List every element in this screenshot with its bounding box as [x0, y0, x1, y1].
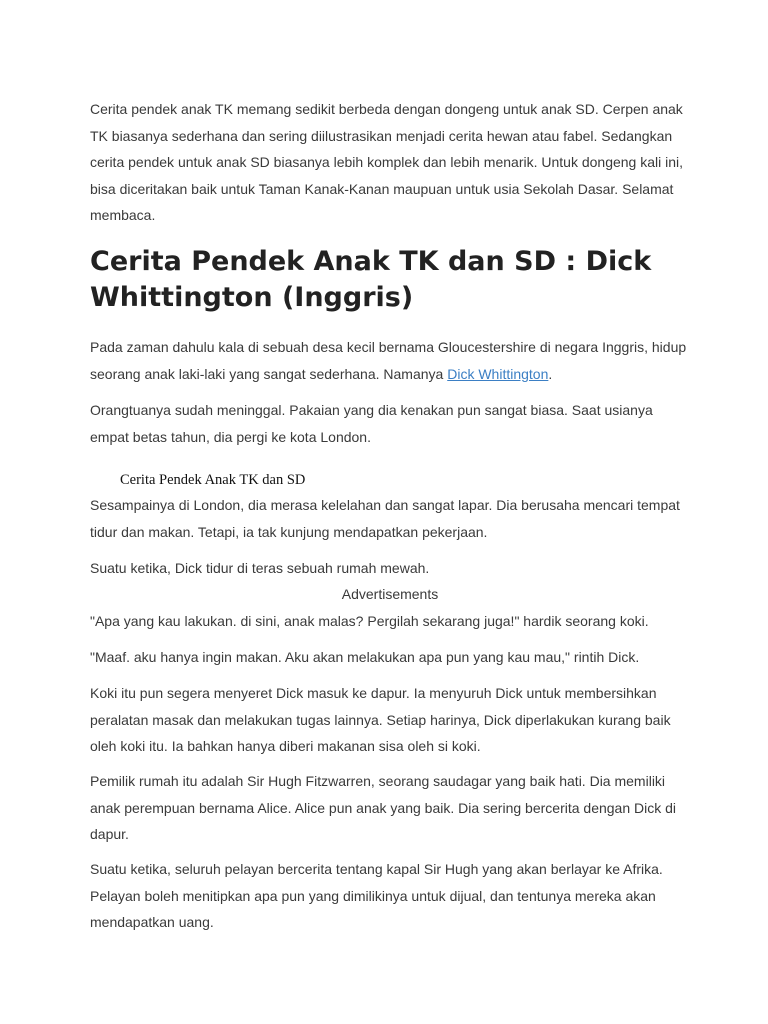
paragraph-3: Orangtuanya sudah meninggal. Pakaian yang dia kenakan pun sangat biasa. Saat usianya empat betas tahun, dia pergi ke kota London. — [90, 402, 653, 445]
dick-whittington-link[interactable]: Dick Whittington — [447, 365, 549, 382]
paragraph-2-text: Pada zaman dahulu kala di sebuah desa kecil bernama Gloucestershire di negara Inggris, hidup seorang anak laki-laki yang sangat sederhana. Namanya — [90, 339, 687, 382]
paragraph-5: Suatu ketika, Dick tidur di teras sebuah rumah mewah. — [90, 560, 430, 576]
paragraph-2-end: . — [548, 365, 553, 382]
paragraph-10: Suatu ketika, seluruh pelayan bercerita tentang kapal Sir Hugh yang akan berlayar ke Afrika. Pelayan boleh menitipkan apa pun yang dimilikinya untuk dijual, dan tentunya mereka akan mendapatkan uang. — [90, 861, 663, 930]
paragraph-9: Pemilik rumah itu adalah Sir Hugh Fitzwarren, seorang saudagar yang baik hati. Dia memiliki anak perempuan bernama Alice. Alice pun anak yang baik. Dia sering bercerita dengan Dick di dapur. — [90, 773, 677, 842]
image-caption: Cerita Pendek Anak TK dan SD — [120, 472, 306, 488]
article-heading: Cerita Pendek Anak TK dan SD : Dick Whittington (Inggris) — [90, 246, 652, 313]
paragraph-6: "Apa yang kau lakukan. di sini, anak malas? Pergilah sekarang juga!" hardik seorang koki. — [90, 613, 649, 629]
advertisements-label: Advertisements — [341, 586, 439, 602]
paragraph-2 — [90, 334, 690, 387]
paragraph-4: Sesampainya di London, dia merasa kelelahan dan sangat lapar. Dia berusaha mencari tempat tidur dan makan. Tetapi, ia tak kunjung mendapatkan pekerjaan. — [90, 497, 680, 540]
paragraph-7: "Maaf. aku hanya ingin makan. Aku akan melakukan apa pun yang kau mau," rintih Dick. — [90, 649, 640, 665]
paragraph-8: Koki itu pun segera menyeret Dick masuk ke dapur. Ia menyuruh Dick untuk membersihkan peralatan masak dan melakukan tugas lainnya. Setiap harinya, Dick diperlakukan kurang baik oleh koki itu. Ia bahkan hanya diberi makanan sisa oleh si koki. — [90, 685, 671, 754]
intro-paragraph: Cerita pendek anak TK memang sedikit berbeda dengan dongeng untuk anak SD. Cerpen anak TK biasanya sederhana dan sering diilustrasikan menjadi cerita hewan atau fabel. Sedangkan cerita pendek untuk anak SD biasanya lebih komplek dan lebih menarik. Untuk dongeng kali ini, bisa diceritakan baik untuk Taman Kanak-Kanan maupuan untuk usia Sekolah Dasar. Selamat membaca. — [90, 101, 684, 223]
